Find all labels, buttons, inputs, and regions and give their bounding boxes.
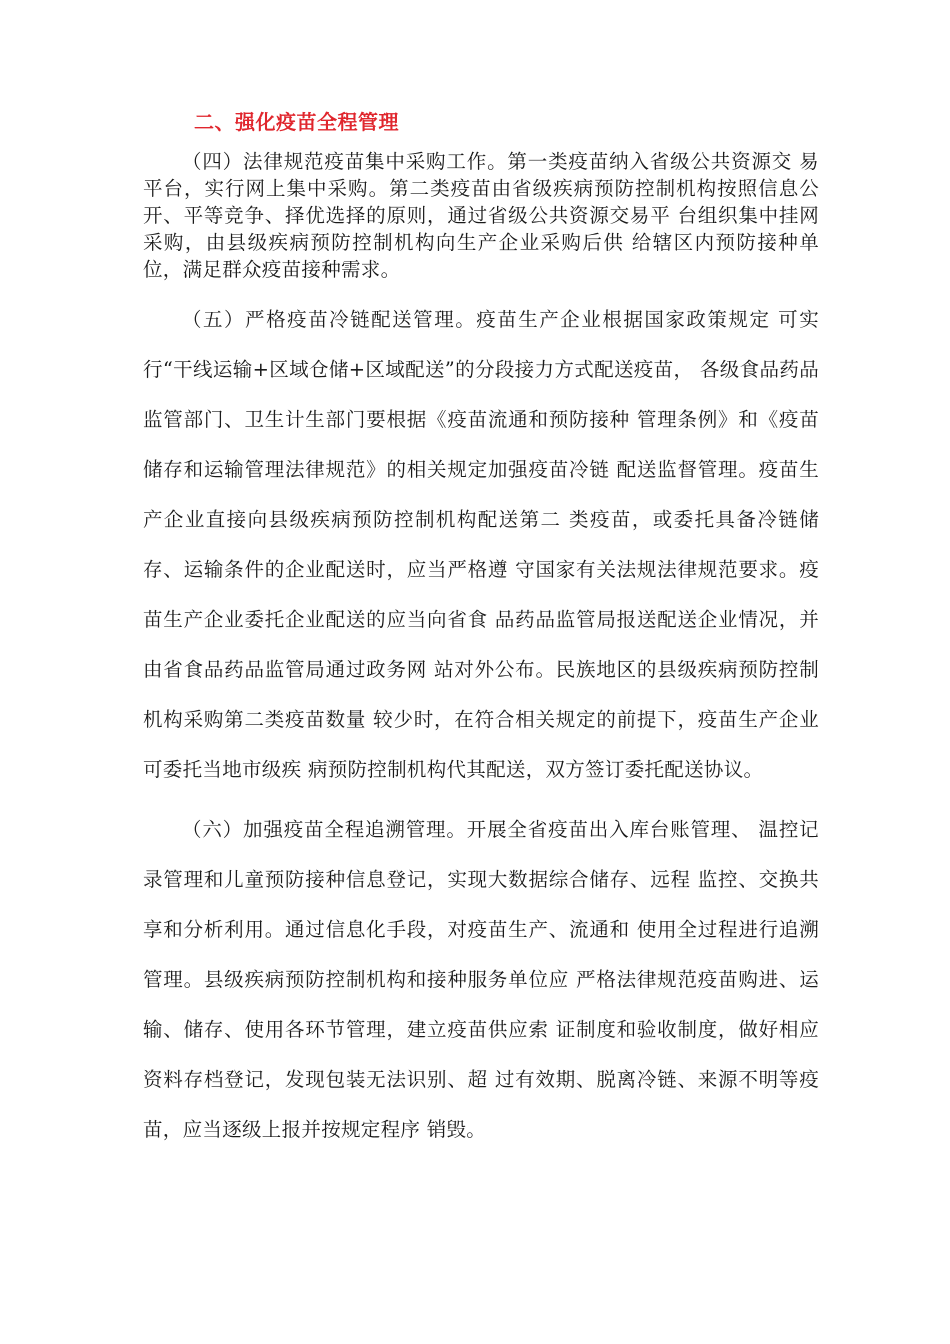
paragraph-procurement: （四）法律规范疫苗集中采购工作。第一类疫苗纳入省级公共资源交 易平台，实行网上集中采购。第二类疫苗由省级疾病预防控制机构按照信息公开、平等竞争、择优选择的原则，通过省级公共资源交易平 台组织集中挂网采购，由县级疾病预防控制机构向生产企业采购后供 给辖区内预防接种单位，满足群众疫苗接种需求。 — [143, 150, 819, 281]
paragraph-traceability: （六）加强疫苗全程追溯管理。开展全省疫苗出入库台账管理、 温控记录管理和儿童预防接种信息登记，实现大数据综合储存、远程 监控、交换共享和分析利用。通过信息化手段，对疫苗生产、流通和 使用全过程进行追溯管理。县级疾病预防控制机构和接种服务单位应 严格法律规范疫苗购进、运输、储存、使用各环节管理，建立疫苗供应索 证制度和验收制度，做好相应资料存档登记，发现包装无法识别、超 过有效期、脱离冷链、来源不明等疫苗，应当逐级上报并按规定程序 销毁。 — [143, 818, 819, 1141]
section-heading: 二、强化疫苗全程管理 — [194, 110, 399, 134]
document-body — [143, 104, 819, 1165]
paragraph-cold-chain: （五）严格疫苗冷链配送管理。疫苗生产企业根据国家政策规定 可实行“干线运输+区域仓储+区域配送”的分段接力方式配送疫苗， 各级食品药品监管部门、卫生计生部门要根据《疫苗流通和预防接种 管理条例》和《疫苗储存和运输管理法律规范》的相关规定加强疫苗冷链 配送监督管理。疫苗生产企业直接向县级疾病预防控制机构配送第二 类疫苗，或委托具备冷链储存、运输条件的企业配送时，应当严格遵 守国家有关法规法律规范要求。疫苗生产企业委托企业配送的应当向省食 品药品监管局报送配送企业情况，并由省食品药品监管局通过政务网 站对外公布。民族地区的县级疾病预防控制机构采购第二类疫苗数量 较少时，在符合相关规定的前提下，疫苗生产企业可委托当地市级疾 病预防控制机构代其配送，双方签订委托配送协议。 — [143, 308, 819, 781]
